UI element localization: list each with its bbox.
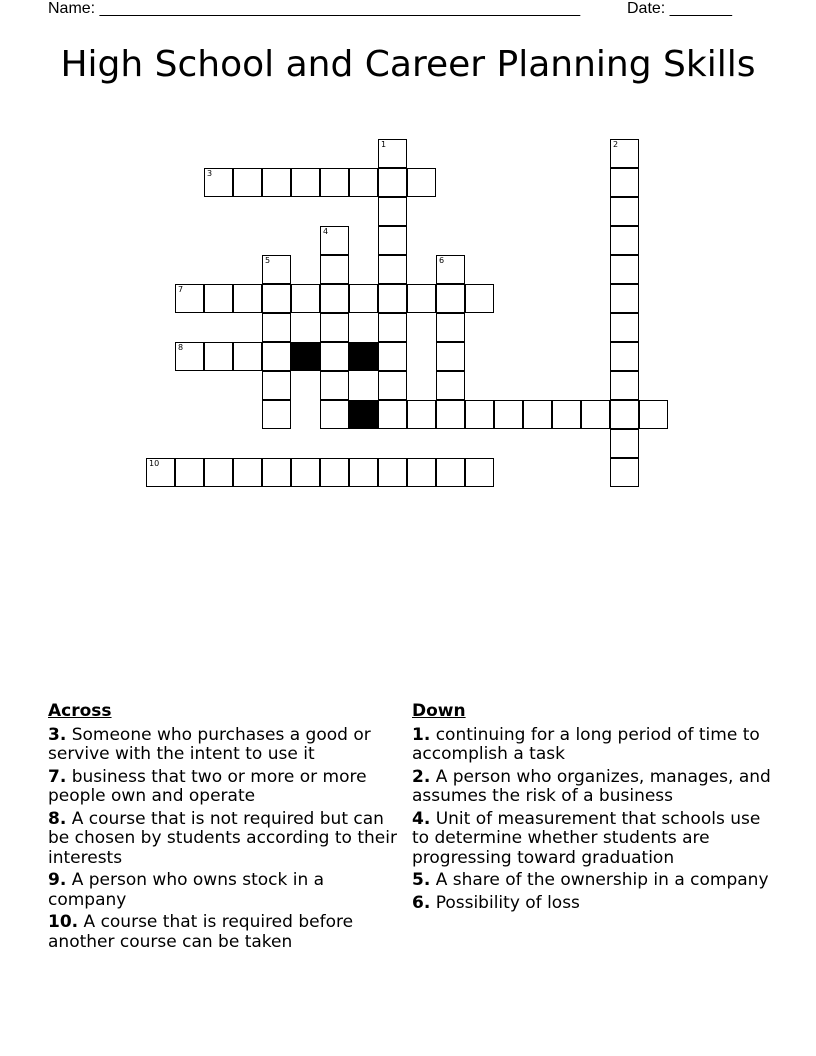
clue-text: Someone who purchases a good or servive with the intent to use it xyxy=(48,724,371,764)
crossword-cell[interactable] xyxy=(233,342,262,371)
crossword-cell[interactable] xyxy=(494,400,523,429)
crossword-cell[interactable] xyxy=(407,400,436,429)
crossword-cell[interactable] xyxy=(175,342,204,371)
crossword-cell[interactable] xyxy=(233,284,262,313)
crossword-cell[interactable] xyxy=(465,458,494,487)
crossword-cell[interactable] xyxy=(610,284,639,313)
black-square xyxy=(291,342,320,371)
clue-number: 10. xyxy=(48,912,79,932)
crossword-cell[interactable] xyxy=(436,342,465,371)
crossword-cell[interactable] xyxy=(291,458,320,487)
crossword-cell[interactable] xyxy=(610,371,639,400)
crossword-cell[interactable] xyxy=(175,458,204,487)
crossword-cell[interactable] xyxy=(320,226,349,255)
black-square xyxy=(349,342,378,371)
cell-number: 2 xyxy=(613,140,619,149)
clue-text: A share of the ownership in a company xyxy=(435,870,769,890)
crossword-cell[interactable] xyxy=(436,371,465,400)
crossword-cell[interactable] xyxy=(378,168,407,197)
cell-number: 3 xyxy=(207,169,213,178)
crossword-cell[interactable] xyxy=(378,284,407,313)
down-clue xyxy=(412,871,772,891)
across-heading: Across xyxy=(48,701,112,721)
cell-number: 4 xyxy=(323,227,329,236)
clue-number: 6. xyxy=(412,892,431,913)
crossword-cell[interactable] xyxy=(378,313,407,342)
crossword-cell[interactable] xyxy=(320,313,349,342)
across-clue xyxy=(48,810,404,869)
crossword-cell[interactable] xyxy=(320,371,349,400)
crossword-cell[interactable] xyxy=(378,400,407,429)
clue-number: 8. xyxy=(48,808,67,829)
crossword-cell[interactable] xyxy=(407,458,436,487)
clue-number: 2. xyxy=(412,766,431,787)
cell-number: 8 xyxy=(178,343,184,352)
crossword-cell[interactable] xyxy=(262,168,291,197)
black-square xyxy=(349,400,378,429)
crossword-cell[interactable] xyxy=(610,458,639,487)
crossword-cell[interactable] xyxy=(320,342,349,371)
across-clue xyxy=(48,768,404,807)
date-field-label: Date: _______ xyxy=(627,0,732,17)
crossword-cell[interactable] xyxy=(378,197,407,226)
crossword-cell[interactable] xyxy=(610,139,639,168)
cell-number: 6 xyxy=(439,256,445,265)
clue-text: A course that is required before another course can be taken xyxy=(48,912,354,952)
crossword-cell[interactable] xyxy=(610,313,639,342)
crossword-cell[interactable] xyxy=(204,342,233,371)
crossword-cell[interactable] xyxy=(378,226,407,255)
crossword-cell[interactable] xyxy=(291,168,320,197)
down-heading: Down xyxy=(412,701,466,721)
page-title: High School and Career Planning Skills xyxy=(60,44,756,85)
crossword-cell[interactable] xyxy=(378,371,407,400)
cell-number: 5 xyxy=(265,256,271,265)
clue-text: A course that is not required but can be chosen by students according to their interests xyxy=(48,808,397,868)
crossword-cell[interactable] xyxy=(233,168,262,197)
crossword-cell[interactable] xyxy=(378,342,407,371)
across-clues xyxy=(48,702,404,955)
cell-number: 1 xyxy=(381,140,387,149)
clue-text: continuing for a long period of time to accomplish a task xyxy=(412,724,760,764)
crossword-cell[interactable] xyxy=(436,458,465,487)
crossword-cell[interactable] xyxy=(349,168,378,197)
crossword-cell[interactable] xyxy=(523,400,552,429)
crossword-cell[interactable] xyxy=(204,168,233,197)
crossword-cell[interactable] xyxy=(175,284,204,313)
across-clue xyxy=(48,726,404,765)
crossword-cell[interactable] xyxy=(407,168,436,197)
crossword-cell[interactable] xyxy=(320,458,349,487)
crossword-cell[interactable] xyxy=(262,255,291,284)
crossword-cell[interactable] xyxy=(407,284,436,313)
crossword-cell[interactable] xyxy=(262,313,291,342)
crossword-cell[interactable] xyxy=(552,400,581,429)
clue-number: 7. xyxy=(48,766,67,787)
crossword-cell[interactable] xyxy=(146,458,175,487)
crossword-cell[interactable] xyxy=(436,255,465,284)
clue-text: A person who organizes, manages, and assumes the risk of a business xyxy=(412,766,771,806)
clue-number: 5. xyxy=(412,870,431,890)
crossword-cell[interactable] xyxy=(378,255,407,284)
crossword-cell[interactable] xyxy=(436,313,465,342)
crossword-cell[interactable] xyxy=(610,342,639,371)
down-clue xyxy=(412,810,772,869)
clue-number: 3. xyxy=(48,724,67,745)
down-clues xyxy=(412,702,772,916)
crossword-cell[interactable] xyxy=(349,458,378,487)
name-field-label: Name: ______________________________________________________ xyxy=(48,0,581,17)
crossword-cell[interactable] xyxy=(581,400,610,429)
crossword-cell[interactable] xyxy=(436,284,465,313)
crossword-cell[interactable] xyxy=(610,168,639,197)
crossword-cell[interactable] xyxy=(262,458,291,487)
crossword-cell[interactable] xyxy=(204,458,233,487)
clue-text: A person who owns stock in a company xyxy=(48,870,325,910)
crossword-cell[interactable] xyxy=(465,400,494,429)
clue-number: 1. xyxy=(412,724,431,745)
crossword-cell[interactable] xyxy=(262,371,291,400)
crossword-cell[interactable] xyxy=(262,284,291,313)
clue-text: Possibility of loss xyxy=(435,892,580,913)
crossword-cell[interactable] xyxy=(349,284,378,313)
clue-text: Unit of measurement that schools use to determine whether students are progressing toward graduation xyxy=(412,808,761,868)
crossword-cell[interactable] xyxy=(378,139,407,168)
crossword-cell[interactable] xyxy=(610,400,639,429)
cell-number: 10 xyxy=(149,459,160,468)
clue-number: 4. xyxy=(412,808,431,829)
down-clue xyxy=(412,768,772,807)
crossword-cell[interactable] xyxy=(378,458,407,487)
crossword-cell[interactable] xyxy=(320,168,349,197)
crossword-cell[interactable] xyxy=(436,400,465,429)
crossword-cell[interactable] xyxy=(233,458,262,487)
crossword-cell[interactable] xyxy=(204,284,233,313)
crossword-cell[interactable] xyxy=(262,342,291,371)
across-clue xyxy=(48,913,404,952)
crossword-cell[interactable] xyxy=(610,255,639,284)
crossword-cell[interactable] xyxy=(320,400,349,429)
down-clue xyxy=(412,726,772,765)
clue-text: business that two or more or more people own and operate xyxy=(48,766,367,806)
cell-number: 7 xyxy=(178,285,184,294)
crossword-cell[interactable] xyxy=(291,284,320,313)
across-clue xyxy=(48,871,404,910)
crossword-cell[interactable] xyxy=(610,197,639,226)
crossword-cell[interactable] xyxy=(320,284,349,313)
crossword-cell[interactable] xyxy=(320,255,349,284)
crossword-cell[interactable] xyxy=(262,400,291,429)
down-clue xyxy=(412,894,772,914)
crossword-cell[interactable] xyxy=(610,429,639,458)
crossword-cell[interactable] xyxy=(465,284,494,313)
crossword-cell[interactable] xyxy=(610,226,639,255)
crossword-cell[interactable] xyxy=(639,400,668,429)
clue-number: 9. xyxy=(48,870,67,890)
